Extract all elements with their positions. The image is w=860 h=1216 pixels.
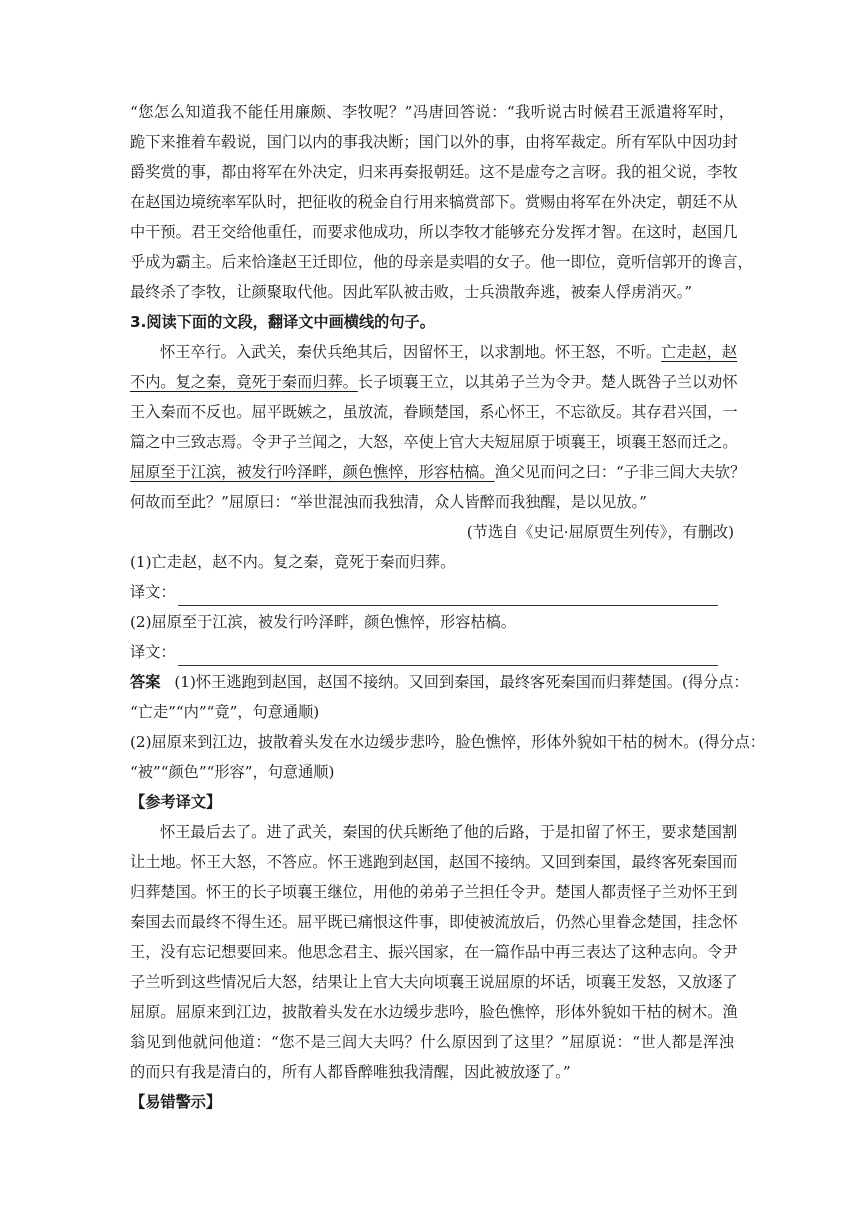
section-heading: 【参考译文】	[130, 793, 222, 811]
reference-line: 归葬楚国。怀王的长子顷襄王继位，用他的弟弟子兰担任令尹。楚国人都责怪子兰劝怀王到	[130, 883, 738, 901]
passage-text: 怀王卒行。入武关，秦伏兵绝其后，因留怀王，以求割地。怀王怒，不听。	[160, 343, 662, 361]
reference-line: 王，没有忘记想要回来。他思念君主、振兴国家，在一篇作品中再三表达了这种志向。令尹	[130, 943, 738, 961]
underlined-sentence: 不内。复之秦，竟死于秦而归葬。	[130, 373, 358, 391]
passage-text: 长子顷襄王立，以其弟子兰为令尹。楚人既咎子兰以劝怀	[357, 373, 738, 391]
reference-line: 屈原。屈原来到江边，披散着头发在水边缓步悲吟，脸色憔悴，形体外貌如干枯的树木。渔	[130, 1003, 738, 1021]
answer-line: “被”“颜色”“形容”，句意通顺)	[130, 763, 335, 781]
answer-line	[130, 668, 749, 696]
passage-line	[130, 368, 738, 396]
passage-line	[160, 338, 738, 366]
answer-blank-line	[130, 578, 734, 606]
answer-blank-line	[130, 638, 734, 666]
reference-line: 让土地。怀王大怒，不答应。怀王逃跑到赵国，赵国不接纳。又回到秦国，最终客死秦国而	[130, 853, 738, 871]
translate-label: 译文：	[130, 583, 176, 601]
passage-text: 渔父见而问之曰：“子非三闾大夫欤？	[494, 463, 746, 481]
reference-line: 子兰听到这些情况后大怒，结果让上官大夫向顷襄王说屈原的坏话，顷襄王发怒，又放逐了	[130, 973, 738, 991]
answer-line: “亡走”“内”“竟”，句意通顺)	[130, 703, 320, 721]
translate-label: 译文：	[130, 643, 176, 661]
text-line: “您怎么知道我不能任用廉颇、李牧呢？”冯唐回答说：“我听说古时候君王派遣将军时，	[130, 103, 734, 121]
answer-blank	[178, 585, 718, 606]
text-line: 中干预。君王交给他重任，而要求他成功，所以李牧才能够充分发挥才智。在这时，赵国几	[130, 223, 738, 241]
passage-line: 王入秦而不反也。屈平既嫉之，虽放流，眷顾楚国，系心怀王，不忘欲反。其存君兴国，一	[130, 403, 738, 421]
passage-line: 何故而至此？”屈原曰：“举世混浊而我独清，众人皆醉而我独醒，是以见放。”	[130, 493, 647, 511]
text-line: 乎成为霸主。后来恰逢赵王迁即位，他的母亲是卖唱的女子。他一即位，竟听信郭开的谗言，	[130, 253, 753, 271]
reference-line: 怀王最后去了。进了武关，秦国的伏兵断绝了他的后路，于是扣留了怀王，要求楚国割	[160, 823, 738, 841]
reference-line: 翁见到他就问他道：“您不是三闾大夫吗？什么原因到了这里？”屈原说：“世人都是浑浊	[130, 1033, 734, 1051]
question-item: (2)屈原至于江滨，被发行吟泽畔，颜色憔悴，形容枯槁。	[130, 613, 517, 631]
underlined-sentence: 亡走赵，赵	[661, 343, 738, 361]
question-prompt: 3.阅读下面的文段，翻译文中画横线的句子。	[130, 313, 435, 331]
underlined-sentence: 屈原至于江滨，被发行吟泽畔，颜色憔悴，形容枯槁。	[130, 463, 495, 481]
text-line: 最终杀了李牧，让颜聚取代他。因此军队被击败，士兵溃散奔逃，被秦人俘虏消灭。”	[130, 283, 693, 301]
section-heading: 【易错警示】	[130, 1093, 222, 1111]
answer-line: (2)屈原来到江边，披散着头发在水边缓步悲吟，脸色憔悴，形体外貌如干枯的树木。(得分点：	[130, 733, 765, 751]
reference-line: 秦国去而最终不得生还。屈平既已痛恨这件事，即使被流放后，仍然心里眷念楚国，挂念怀	[130, 913, 738, 931]
passage-line	[130, 458, 746, 486]
reference-line: 的而只有我是清白的，所有人都昏醉唯独我清醒，因此被放逐了。”	[130, 1063, 571, 1081]
answer-blank	[178, 645, 718, 666]
source-citation: (节选自《史记·屈原贾生列传》，有删改)	[466, 523, 734, 541]
text-line: 在赵国边境统率军队时，把征收的税金自行用来犒赏部下。赏赐由将军在外决定，朝廷不从	[130, 193, 738, 211]
text-line: 爵奖赏的事，都由将军在外决定，归来再奏报朝廷。这不是虚夸之言呀。我的祖父说，李牧	[130, 163, 738, 181]
answer-label: 答案	[130, 673, 161, 691]
passage-line: 篇之中三致志焉。令尹子兰闻之，大怒，卒使上官大夫短屈原于顷襄王，顷襄王怒而迁之。	[130, 433, 738, 451]
text-line: 跪下来推着车毂说，国门以内的事我决断；国门以外的事，由将军裁定。所有军队中因功封	[130, 133, 738, 151]
question-item: (1)亡走赵，赵不内。复之秦，竟死于秦而归葬。	[130, 553, 456, 571]
answer-text: (1)怀王逃跑到赵国，赵国不接纳。又回到秦国，最终客死秦国而归葬楚国。(得分点：	[174, 673, 749, 691]
